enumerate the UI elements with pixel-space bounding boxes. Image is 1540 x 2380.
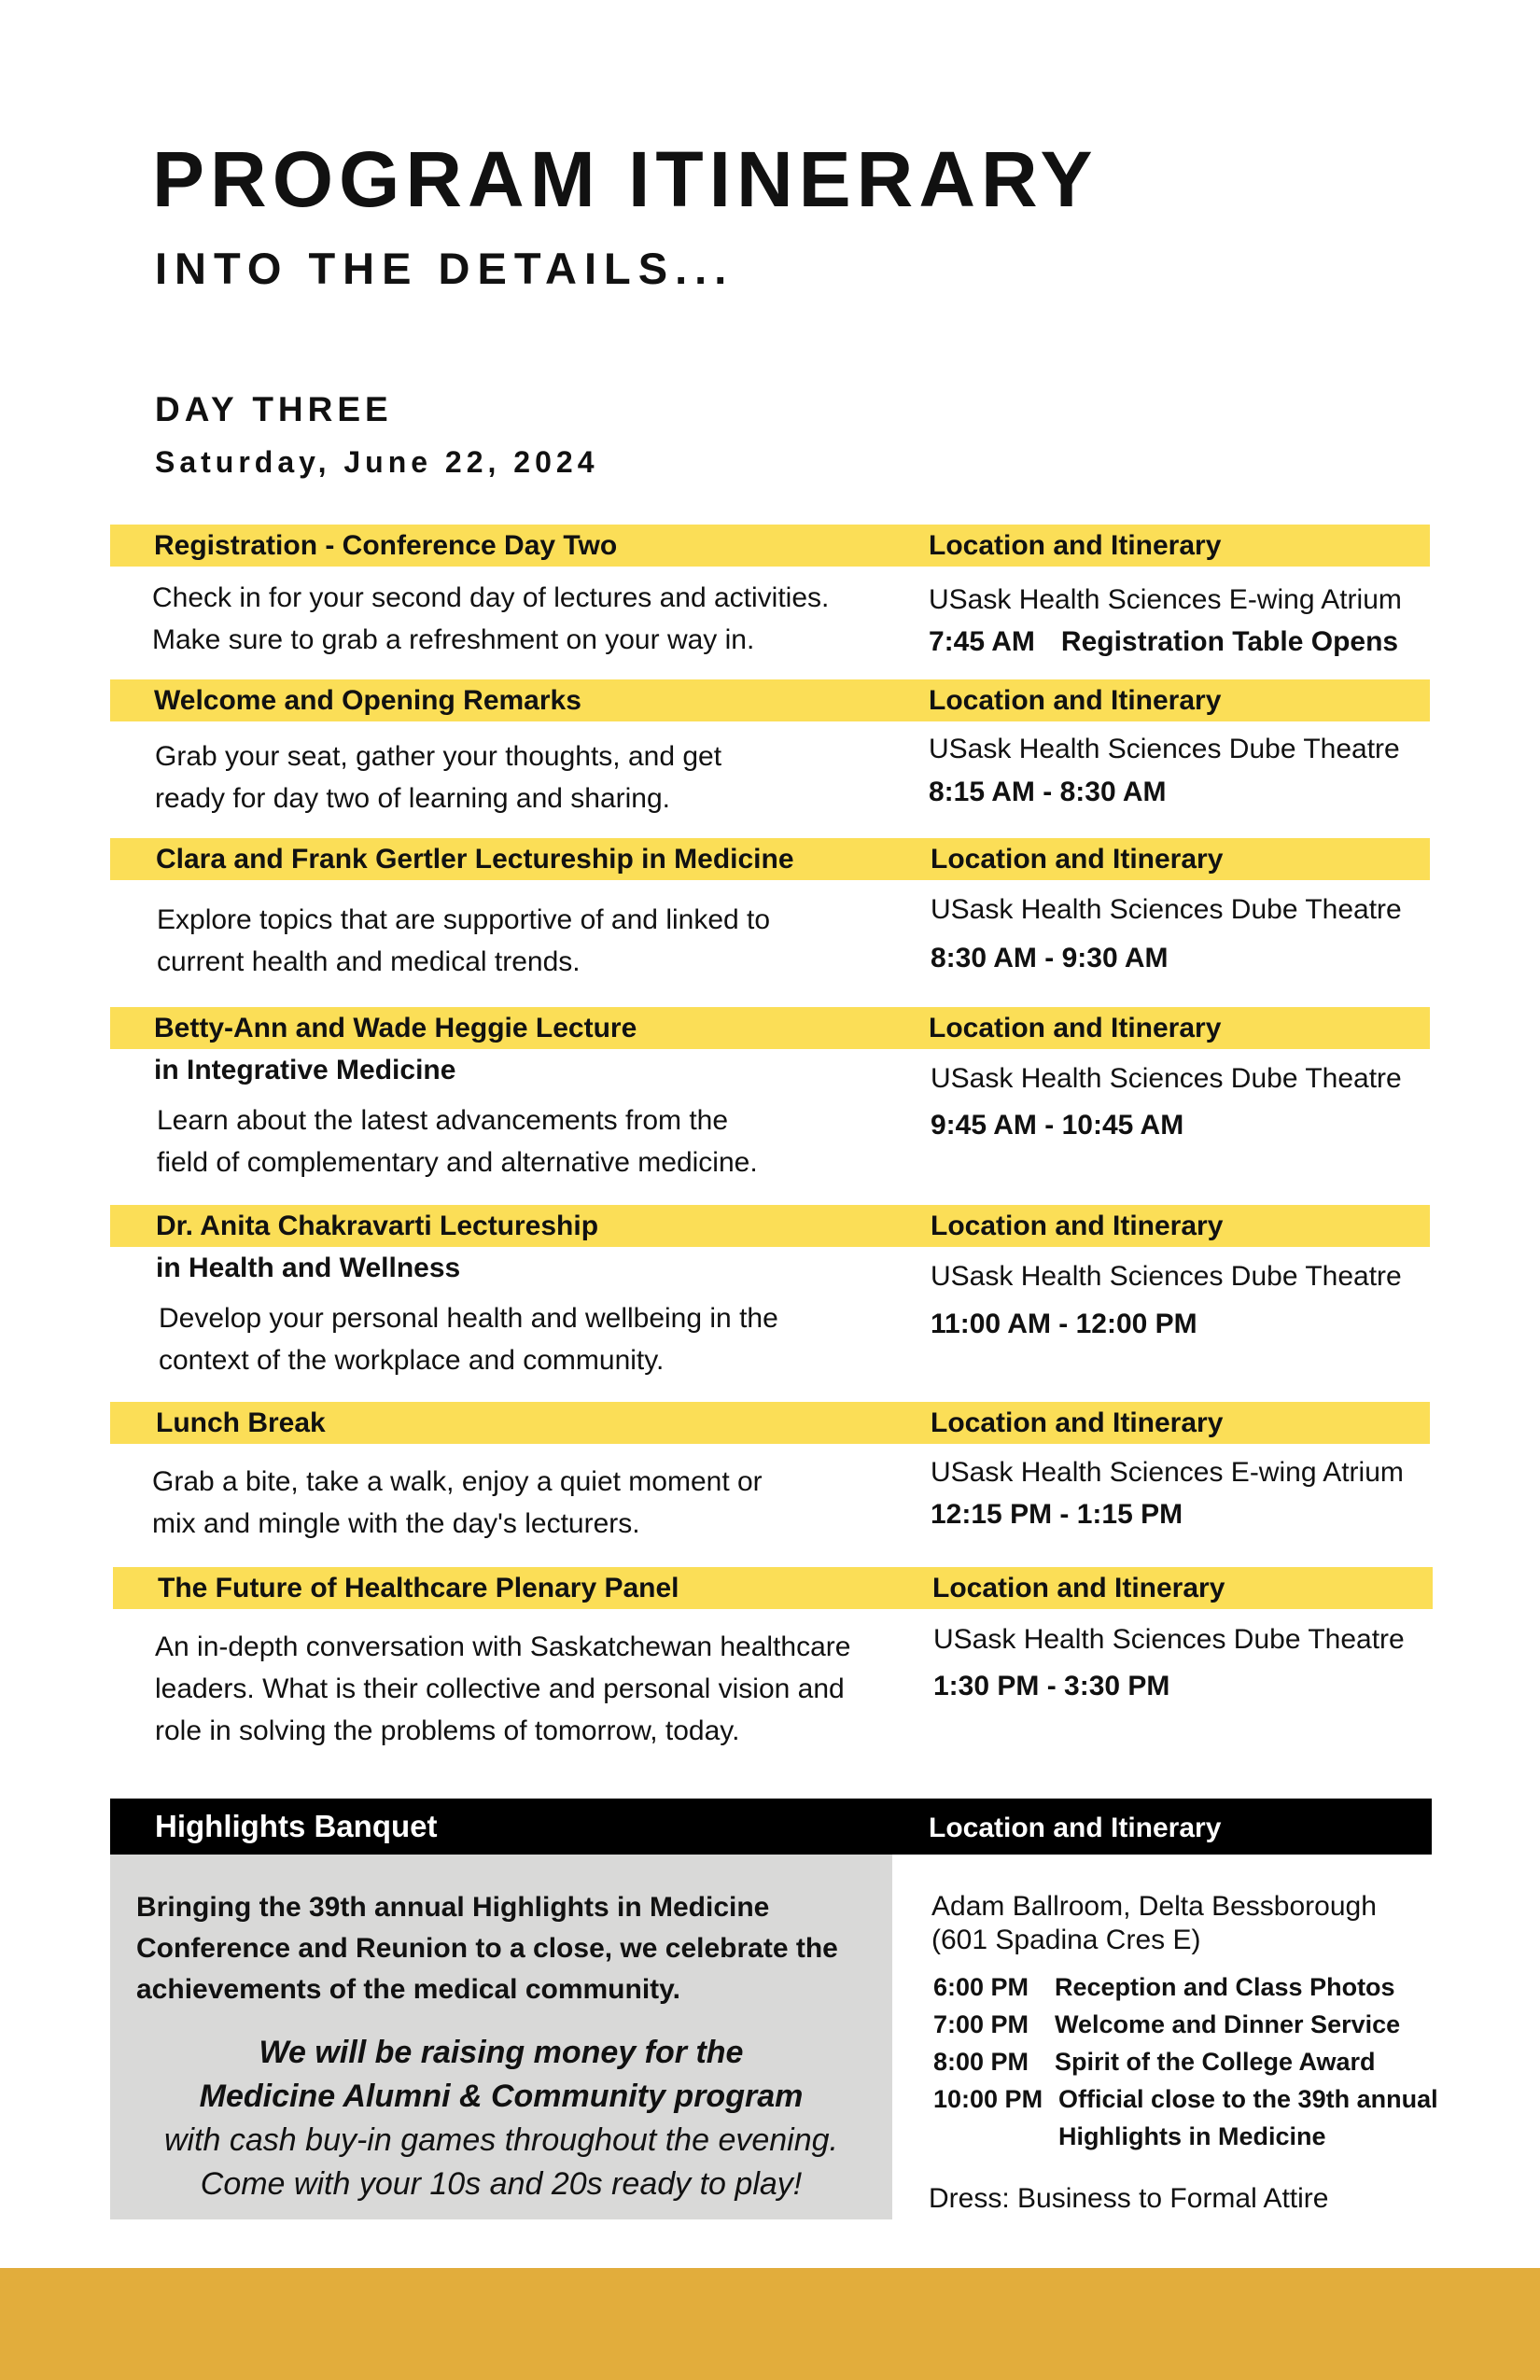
session-location: USask Health Sciences Dube Theatre bbox=[931, 894, 1402, 925]
session-description: leaders. What is their collective and personal vision and bbox=[155, 1673, 845, 1704]
session-title: Betty-Ann and Wade Heggie Lecture bbox=[154, 1013, 637, 1043]
fundraiser-line: with cash buy-in games throughout the evening. bbox=[163, 2122, 838, 2158]
session-title: Dr. Anita Chakravarti Lectureship bbox=[156, 1211, 599, 1241]
session-title: Welcome and Opening Remarks bbox=[154, 685, 581, 716]
location-header: Location and Itinerary bbox=[931, 1211, 1224, 1241]
session-description: Check in for your second day of lectures and activities. bbox=[152, 582, 830, 613]
session-description: Develop your personal health and wellbeing in the bbox=[159, 1303, 778, 1334]
schedule-event: Welcome and Dinner Service bbox=[1055, 2010, 1401, 2038]
banquet-venue: Adam Ballroom, Delta Bessborough bbox=[931, 1891, 1377, 1922]
page-title: PROGRAM ITINERARY bbox=[152, 135, 1099, 223]
banquet-intro: Bringing the 39th annual Highlights in Medicine Conference and Reunion to a close, we celebrate the achievements of the medical community. bbox=[136, 1892, 838, 2005]
banquet-address: (601 Spadina Cres E) bbox=[931, 1925, 1201, 1955]
schedule-item bbox=[933, 2043, 1376, 2080]
schedule-event: Spirit of the College Award bbox=[1055, 2048, 1376, 2076]
session-description: current health and medical trends. bbox=[157, 946, 581, 977]
session-time: 12:15 PM - 1:15 PM bbox=[931, 1499, 1183, 1530]
session-time: 11:00 AM - 12:00 PM bbox=[931, 1309, 1197, 1339]
session-location: USask Health Sciences Dube Theatre bbox=[933, 1624, 1405, 1655]
footer-bar bbox=[0, 2268, 1540, 2380]
session-description: Learn about the latest advancements from the bbox=[157, 1105, 729, 1136]
session-location: USask Health Sciences Dube Theatre bbox=[929, 734, 1400, 764]
location-header: Location and Itinerary bbox=[931, 1407, 1224, 1438]
location-header: Location and Itinerary bbox=[929, 530, 1222, 561]
location-header: Location and Itinerary bbox=[931, 844, 1224, 875]
session-description: field of complementary and alternative medicine. bbox=[157, 1147, 758, 1178]
session-title: The Future of Healthcare Plenary Panel bbox=[158, 1573, 679, 1603]
schedule-time: 6:00 PM bbox=[933, 1973, 1029, 2001]
session-time bbox=[929, 623, 1398, 661]
session-title: Lunch Break bbox=[156, 1407, 326, 1438]
session-time-note: Registration Table Opens bbox=[1060, 626, 1399, 657]
session-title: Clara and Frank Gertler Lectureship in Medicine bbox=[156, 844, 794, 875]
session-description: Make sure to grab a refreshment on your way in. bbox=[152, 624, 755, 655]
session-description: An in-depth conversation with Saskatchewan healthcare bbox=[155, 1631, 851, 1662]
schedule-time: 7:00 PM bbox=[933, 2010, 1029, 2038]
page-subtitle: INTO THE DETAILS... bbox=[155, 244, 735, 293]
session-description: role in solving the problems of tomorrow, today. bbox=[155, 1715, 740, 1746]
session-description: context of the workplace and community. bbox=[159, 1345, 665, 1376]
fundraiser-line: We will be raising money for the bbox=[259, 2035, 744, 2070]
session-title: Registration - Conference Day Two bbox=[154, 530, 618, 561]
dress-code: Dress: Business to Formal Attire bbox=[929, 2183, 1329, 2214]
session-time: 8:30 AM - 9:30 AM bbox=[931, 943, 1169, 973]
schedule-time: 8:00 PM bbox=[933, 2048, 1029, 2076]
schedule-time: 10:00 PM bbox=[933, 2085, 1043, 2113]
session-description: Grab a bite, take a walk, enjoy a quiet moment or bbox=[152, 1466, 763, 1497]
session-location: USask Health Sciences Dube Theatre bbox=[931, 1063, 1402, 1094]
fundraiser-line: Medicine Alumni & Community program bbox=[199, 2079, 804, 2114]
fundraiser-line: Come with your 10s and 20s ready to play! bbox=[200, 2166, 803, 2202]
location-header: Location and Itinerary bbox=[932, 1573, 1225, 1603]
session-description: mix and mingle with the day's lecturers. bbox=[152, 1508, 640, 1539]
session-time: 8:15 AM - 8:30 AM bbox=[929, 777, 1167, 807]
session-description: Explore topics that are supportive of and linked to bbox=[157, 904, 771, 935]
day-date: Saturday, June 22, 2024 bbox=[155, 445, 599, 479]
session-time-value: 7:45 AM bbox=[929, 626, 1035, 657]
session-time: 9:45 AM - 10:45 AM bbox=[931, 1110, 1184, 1141]
schedule-item bbox=[933, 2006, 1400, 2043]
session-location: USask Health Sciences E-wing Atrium bbox=[931, 1457, 1404, 1488]
day-heading: DAY THREE bbox=[155, 390, 393, 428]
session-location: USask Health Sciences Dube Theatre bbox=[931, 1261, 1402, 1292]
schedule-event: Reception and Class Photos bbox=[1055, 1973, 1395, 2001]
banquet-location-header: Location and Itinerary bbox=[929, 1813, 1222, 1843]
session-subtitle: in Health and Wellness bbox=[156, 1253, 461, 1283]
session-time: 1:30 PM - 3:30 PM bbox=[933, 1671, 1170, 1701]
location-header: Location and Itinerary bbox=[929, 1013, 1222, 1043]
schedule-event: Official close to the 39th annual bbox=[1058, 2085, 1438, 2113]
banquet-title: Highlights Banquet bbox=[155, 1809, 438, 1843]
session-description: ready for day two of learning and sharing. bbox=[155, 783, 670, 814]
session-location: USask Health Sciences E-wing Atrium bbox=[929, 584, 1402, 615]
schedule-item bbox=[933, 2080, 1438, 2118]
schedule-item bbox=[933, 1968, 1395, 2006]
session-subtitle: in Integrative Medicine bbox=[154, 1055, 456, 1085]
session-description: Grab your seat, gather your thoughts, and get bbox=[155, 741, 722, 772]
schedule-event-continued: Highlights in Medicine bbox=[1058, 2122, 1326, 2150]
location-header: Location and Itinerary bbox=[929, 685, 1222, 716]
